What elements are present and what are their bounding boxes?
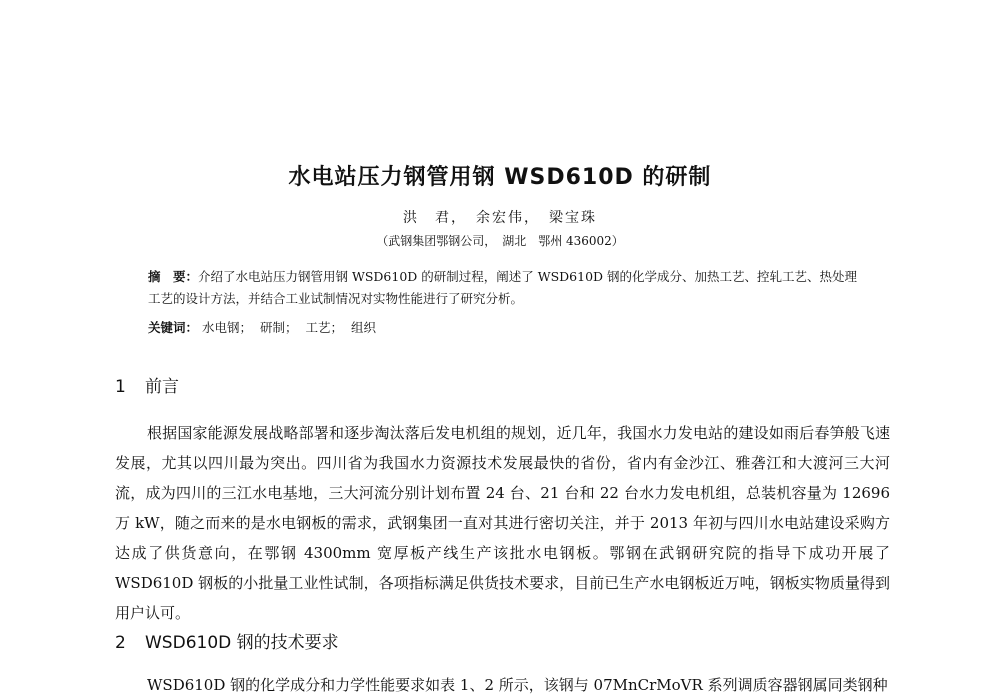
body-paragraph: 根据国家能源发展战略部署和逐步淘汰落后发电机组的规划，近几年，我国水力发电站的建设如雨后春笋般飞速发展，尤其以四川最为突出。四川省为我国水力资源技术发展最快的省份，省内有金沙江、雅砻江和大渡河三大河流，成为四川的三江水电基地，三大河流分别计划布置 24 台、21 台和 22 台水力发电机组，总装机容量为 12696 万 kW，随之而来的是水电钢板的需求，武钢集团一直对其进行密切关注，并于 2013 年初与四川水电站建设采购方达成了供货意向，在鄂钢 4300mm 宽厚板产线生产该批水电钢板。鄂钢在武钢研究院的指导下成功开展了 WSD610D 钢板的小批量工业性试制，各项指标满足供货技术要求，目前已生产水电钢板近万吨，钢板实物质量得到用户认可。 <box>115 424 890 622</box>
section-number: 2 <box>115 633 126 653</box>
body-paragraph: WSD610D 钢的化学成分和力学性能要求如表 1、2 所示，该钢与 07MnCrMoVR 系列调质容器钢属同类钢种 <box>147 676 888 694</box>
keywords <box>148 318 868 336</box>
abstract <box>148 266 868 310</box>
keyword: 工艺； <box>305 320 344 335</box>
affiliation: （武钢集团鄂钢公司， 湖北 鄂州 436002） <box>376 234 624 248</box>
abstract-text: 介绍了水电站压力钢管用钢 WSD610D 的研制过程，阐述了 WSD610D 钢的化学成分、加热工艺、控轧工艺、热处理工艺的设计方法，并结合工业试制情况对实物性能进行了研究分析。 <box>148 269 858 306</box>
section-number: 1 <box>115 377 126 397</box>
section-heading <box>115 372 179 397</box>
keywords-label: 关键词： <box>148 320 199 335</box>
keyword: 水电钢； <box>202 320 253 335</box>
author-list: 洪 君， 余宏伟， 梁宝珠 <box>403 210 597 226</box>
keyword: 研制； <box>260 320 298 335</box>
keyword: 组织 <box>351 320 377 335</box>
abstract-label: 摘 要： <box>148 269 199 284</box>
section-title: WSD610D 钢的技术要求 <box>145 633 339 653</box>
section-title: 前言 <box>145 377 179 397</box>
section-heading <box>115 628 339 653</box>
paper-title: 水电站压力钢管用钢 WSD610D 的研制 <box>288 165 712 190</box>
